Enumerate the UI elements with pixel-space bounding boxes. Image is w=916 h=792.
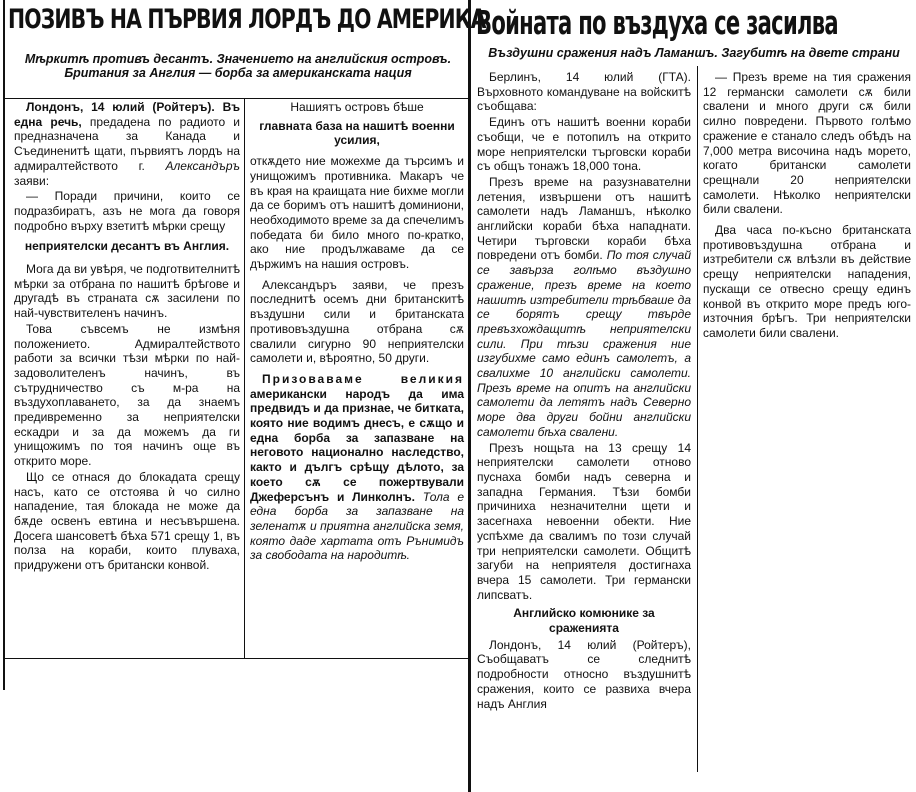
right-subhead: Въздушни сражения надъ Ламаншъ. Загубитѣ на двете страни — [488, 46, 900, 60]
divider-left-edge — [3, 0, 5, 690]
paragraph: Мога да ви увѣря, че подготвителнитѣ мѣрки за отбрана по нашитѣ брѣгове и другадѣ въ страната сѫ засилени по най-чувствителенъ начинъ. — [14, 262, 240, 321]
section-heading: Английско комюнике за сраженията — [513, 606, 655, 636]
paragraph-text: заяви: — [14, 173, 50, 188]
paragraph: Що се отнася до блокадата срещу насъ, като се отстоява ѝ чо силно нападение, тая блокада не може да бѫде освенъ евтина и несъвършена. Досега шансоветѣ бѣха 571 срещу 1, въ полза на кораби, които плуваха, придружени отъ британски конвой. — [14, 469, 240, 573]
paragraph: Презъ нощьта на 13 срещу 14 неприятелски самолети отново пуснаха бомби надъ северна и западна Германия. Тѣзи бомби причиниха незначителни щети и засегнаха невоенни обекти. Ние успѣхме да свалимъ по този случай три неприятелски самолети. Общитѣ загуби на неприятеля достигнаха вчера 15 самолети. Три германски липсватъ. — [477, 440, 691, 602]
right-headline: Войната по въздуха се засилва — [476, 3, 838, 42]
divider-col3-col4 — [697, 66, 698, 772]
section-heading: неприятелски десантъ въ Англия. — [24, 239, 230, 254]
right-column-1 — [477, 70, 691, 712]
paragraph: Два часа по-късно британската противовъздушна отбрана и изтребители сѫ влѣзли въ действие срещу неприятелски нападения, пускащи се отвесно срещу единъ конвой въ открито море предъ юго-източния брѣгъ. Три неприятелски самолети били свалени. — [703, 223, 911, 340]
divider-col1-col2 — [244, 98, 245, 658]
left-headline: ПОЗИВЪ НА ПЪРВИЯ ЛОРДЪ ДО АМЕРИКА — [8, 4, 486, 35]
divider-between-articles — [468, 0, 471, 792]
right-column-2 — [703, 70, 911, 342]
left-column-1 — [14, 100, 240, 574]
paragraph-text: Презъ време на разузнавателни летения, извършени отъ нашитѣ самолети надъ Ламаншъ, нѣколко английски кораби бѣха нападнати. Четири търговски кораби бѣха повредени отъ бомби. — [477, 174, 691, 263]
dateline: Лондонъ, 14 юлий (Ройтеръ). Въ една речь, — [14, 100, 240, 129]
appeal-paragraph — [250, 372, 464, 563]
paragraph — [477, 175, 691, 440]
paragraph: Това съвсемъ не измѣня положението. Адмиралтейството работи за всички тѣзи мѣрки по най-задоволителенъ начинъ, въ сътрудничество съ м-ра на въздухоплаването, за да знаемъ предивременно за неприятелски ескадри и за да можемъ да ги унищожимъ по тоя начинъ още въ открито море. — [14, 321, 240, 469]
appeal-lead: Призоваваме великия — [262, 371, 464, 386]
paragraph: Нашиятъ островъ бѣше — [290, 100, 424, 114]
left-subhead: Мѣркитѣ противъ десантъ. Значението на английския островъ. Британия за Англия — борба за американската нация — [24, 52, 452, 80]
paragraph: Единъ отъ нашитѣ военни кораби съобщи, че е потопилъ на открито море неприятелски търговски кораби съ общъ тонажъ 18,000 тона. — [477, 115, 691, 174]
paragraph: — Поради причини, които се подразбиратъ, азъ не мога да говоря подробно върху взетитѣ мѣрки срещу — [14, 189, 240, 233]
divider-bottom-left — [3, 658, 469, 659]
paragraph-italic: По тоя случай се завърза голѣмо въздушно сражение, презъ време на което нашитѣ изтребители трѣбваше да се борятъ срещу твърде превъзхождащитѣ неприятелски сили. При тѣзи сражения ние изгубихме само единъ самолетъ, а свалихме 10 английски самолети. Презъ време на опитъ на английски самолети да летятъ надъ Северно море два други бойни английски самолети бѣха свалени. — [477, 248, 691, 439]
paragraph: откѫдето ние можехме да търсимъ и унищожимъ противника. Макаръ че въ края на краищата ние бихме могли да се боримъ отъ нашитѣ доминиони, необходимото време за да спечелимъ победата би било много по-кратко, ако ние продължаваме да се държимъ на нашия островъ. — [250, 154, 464, 272]
paragraph: Лондонъ, 14 юлий (Ройтеръ), Съобщаватъ се следнитѣ подробности относно въздушнитѣ сражения, които се развиха вчера надъ Англия — [477, 637, 691, 711]
paragraph-text: предадена по радиото и предназначена за Канада и Съединенитѣ щати, първиятъ лордъ на адмиралтейството г. — [14, 114, 240, 173]
paragraph: Александъръ заяви, че презъ последнитѣ осемъ дни британскитѣ въздушни сили и британската противовъздушна отбрана сѫ свалили сигурно 90 неприятелски самолети и, вѣроятно, 50 други. — [250, 277, 464, 366]
divider-under-subhead-left — [3, 98, 469, 99]
appeal-text: американски народъ да има предвидъ и да признае, че битката, която ние водимъ днесъ, е сѫщо и една борба за запазване на неговото национално наследство, както и дългъ срѣщу дѣлото, за което сѫ се пожертвували Джеферсънъ и Линколнъ. — [250, 386, 464, 504]
person-name: Александъръ — [165, 158, 240, 173]
paragraph: — Презъ време на тия сражения 12 германски самолети сѫ били свалени и много други сѫ били силно повредени. Първото голѣмо сражение е станало следъ обѣдъ на 7,000 метра височина надъ морето, когато британски самолети срещнали 20 неприятелски самолети. Нѣколко неприятелски били свалени. — [703, 70, 911, 217]
section-heading: главната база на нашитѣ военни усилия, — [259, 118, 455, 148]
left-column-2 — [250, 100, 464, 564]
paragraph: Берлинъ, 14 юлий (ГТА). Върховното командуване на войскитѣ съобщава: — [477, 70, 691, 114]
appeal-italic: Тола е една борба за запазване на зеленатѫ и приятна английска земя, която даде хартата отъ Рънимидъ за свободата на народитѣ. — [250, 489, 464, 563]
